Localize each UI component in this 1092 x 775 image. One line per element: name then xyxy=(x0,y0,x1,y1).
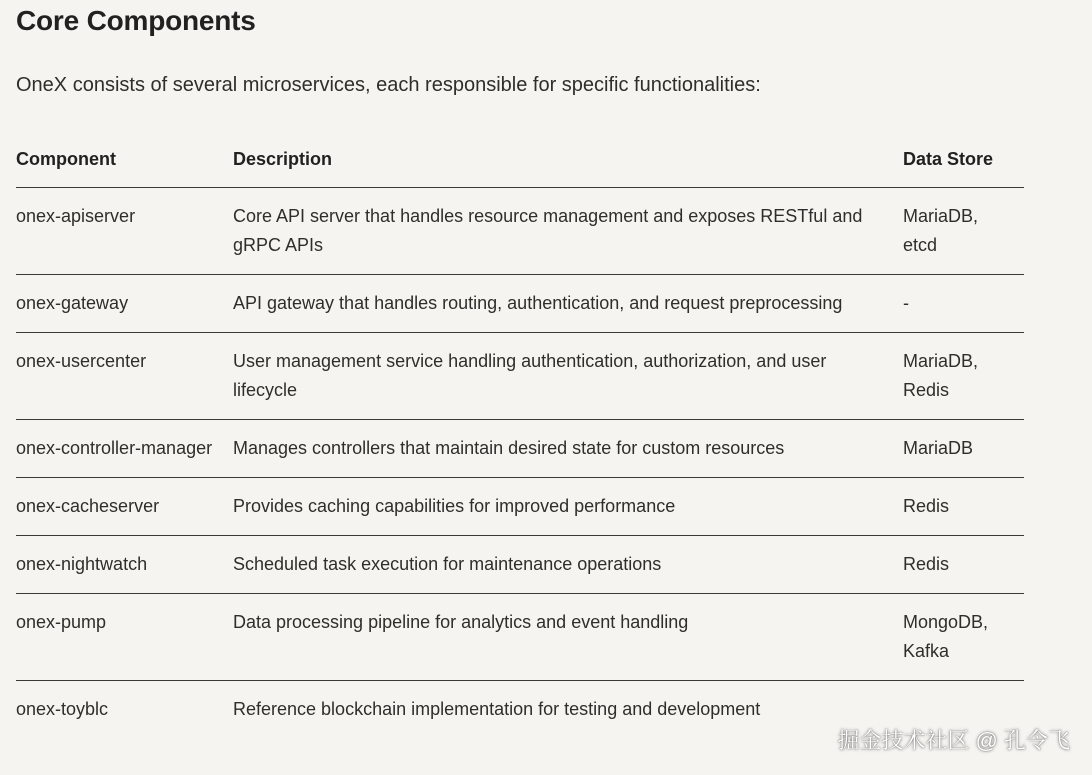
data-store-cell: MongoDB, Kafka xyxy=(903,594,1024,681)
component-cell: onex-toyblc xyxy=(16,699,109,719)
description-cell: API gateway that handles routing, authentication, and request preprocessing xyxy=(233,275,903,333)
description-cell: Scheduled task execution for maintenance operations xyxy=(233,536,903,594)
description-cell: Core API server that handles resource management and exposes RESTful and gRPC APIs xyxy=(233,188,903,275)
component-cell: onex-cacheserver xyxy=(16,478,233,536)
data-store-cell: MariaDB, Redis xyxy=(903,333,1024,420)
column-header-component: Component xyxy=(16,132,233,188)
component-cell: onex-apiserver xyxy=(16,188,233,275)
component-cell: onex-gateway xyxy=(16,275,233,333)
data-store-cell: MariaDB xyxy=(903,420,1024,478)
description-cell: Provides caching capabilities for improved performance xyxy=(233,478,903,536)
data-store-cell: MariaDB, etcd xyxy=(903,188,1024,275)
table-header-row xyxy=(16,132,1024,188)
watermark-text: 掘金技术社区 @ 孔令飞 xyxy=(837,728,1070,753)
description-cell: Data processing pipeline for analytics and event handling xyxy=(233,594,903,681)
table-row xyxy=(16,275,1024,333)
intro-paragraph: OneX consists of several microservices, each responsible for specific functionalities: xyxy=(16,74,761,96)
table-row xyxy=(16,478,1024,536)
description-cell: User management service handling authentication, authorization, and user lifecycle xyxy=(233,333,903,420)
column-header-data-store: Data Store xyxy=(903,132,1024,188)
section-heading: Core Components xyxy=(16,5,256,36)
description-cell: Reference blockchain implementation for testing and development xyxy=(233,699,761,719)
component-cell: onex-controller-manager xyxy=(16,420,233,478)
column-header-description: Description xyxy=(233,132,903,188)
component-cell: onex-nightwatch xyxy=(16,536,233,594)
table-row xyxy=(16,188,1024,275)
description-cell: Manages controllers that maintain desired state for custom resources xyxy=(233,420,903,478)
table-row xyxy=(16,420,1024,478)
data-store-cell: Redis xyxy=(903,478,1024,536)
table-row xyxy=(16,333,1024,420)
component-cell: onex-usercenter xyxy=(16,333,233,420)
component-cell: onex-pump xyxy=(16,594,233,681)
table-row xyxy=(16,536,1024,594)
data-store-cell: - xyxy=(903,275,1024,333)
table-row xyxy=(16,594,1024,681)
components-table xyxy=(16,132,1024,738)
data-store-cell: Redis xyxy=(903,536,1024,594)
